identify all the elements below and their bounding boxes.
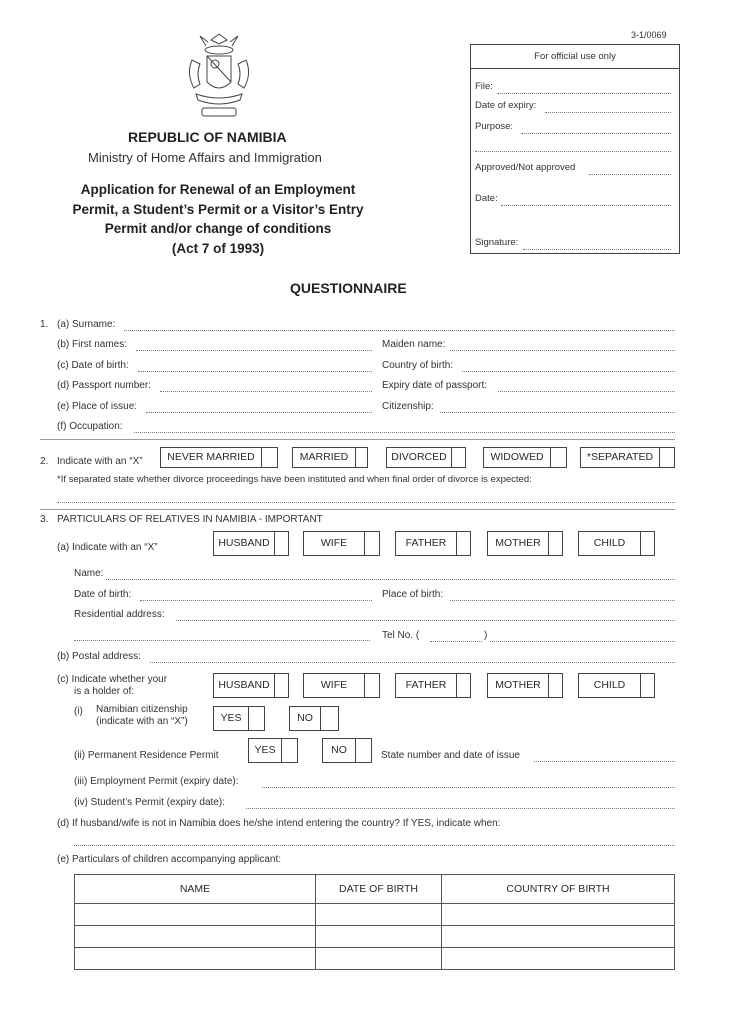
state-number-field[interactable] (534, 761, 675, 762)
occupation-field[interactable] (134, 432, 675, 433)
relative-place-of-birth-label: Place of birth: (382, 589, 444, 600)
column-header-country: COUNTRY OF BIRTH (442, 875, 675, 904)
separated-note-field[interactable] (57, 502, 675, 503)
title-line: Permit, a Student’s Permit or a Visitor’s Entry (72, 201, 364, 217)
official-expiry-label: Date of expiry: (475, 100, 537, 111)
surname-field[interactable] (124, 330, 675, 331)
questionnaire-heading: QUESTIONNAIRE (290, 280, 407, 296)
official-signature-label: Signature: (475, 237, 519, 248)
child-dob-cell[interactable] (316, 926, 442, 948)
student-permit-field[interactable] (246, 808, 675, 809)
child-country-cell[interactable] (442, 904, 675, 926)
tel-code-field[interactable] (430, 641, 482, 642)
official-file-field[interactable] (497, 93, 671, 94)
passport-expiry-label: Expiry date of passport: (382, 380, 488, 391)
table-row (75, 948, 675, 970)
separated-note: *If separated state whether divorce proceedings have been instituted and when final order of divorce is expected: (57, 474, 532, 485)
passport-number-field[interactable] (160, 391, 372, 392)
residence-yes-checkbox[interactable]: YES (248, 738, 298, 763)
checkbox-wife[interactable]: WIFE (303, 531, 380, 556)
holder-checkbox-mother[interactable]: MOTHER (487, 673, 563, 698)
first-names-label: (b) First names: (57, 339, 128, 350)
relative-place-of-birth-field[interactable] (450, 600, 675, 601)
permanent-residence-label: (ii) Permanent Residence Permit (74, 750, 219, 761)
section-3-title: PARTICULARS OF RELATIVES IN NAMIBIA - IMPORTANT (57, 514, 323, 525)
child-country-cell[interactable] (442, 926, 675, 948)
maiden-name-label: Maiden name: (382, 339, 446, 350)
surname-label: (a) Surname: (57, 319, 116, 330)
checkbox-child[interactable]: CHILD (578, 531, 655, 556)
section-3-number: 3. (40, 514, 49, 525)
child-name-cell[interactable] (75, 948, 316, 970)
occupation-label: (f) Occupation: (57, 421, 123, 432)
relative-dob-label: Date of birth: (74, 589, 132, 600)
child-dob-cell[interactable] (316, 948, 442, 970)
citizenship-yes-checkbox[interactable]: YES (213, 706, 265, 731)
checkbox-widowed[interactable]: WIDOWED (483, 447, 567, 468)
citizenship-label: Citizenship: (382, 401, 434, 412)
republic-title: REPUBLIC OF NAMIBIA (128, 129, 287, 145)
student-permit-label: (iv) Student’s Permit (expiry date): (74, 797, 225, 808)
title-line: Application for Renewal of an Employment (80, 182, 356, 197)
place-of-issue-field[interactable] (146, 412, 372, 413)
passport-number-label: (d) Passport number: (57, 380, 151, 391)
child-name-cell[interactable] (75, 926, 316, 948)
title-line: (Act 7 of 1993) (171, 240, 265, 256)
official-purpose-field[interactable] (521, 133, 671, 134)
title-line: Permit and/or change of conditions (104, 221, 332, 236)
section-2-number: 2. (40, 456, 49, 467)
namibian-citizenship-label: Namibian citizenship (96, 704, 188, 715)
marital-instruction: Indicate with an “X” (57, 456, 143, 467)
coat-of-arms-icon (178, 30, 260, 122)
tel-label: Tel No. ( (382, 630, 420, 641)
place-of-issue-label: (e) Place of issue: (57, 401, 138, 412)
spouse-entry-question: (d) If husband/wife is not in Namibia does he/she intend entering the country? If YES, indicate when: (57, 818, 501, 829)
dob-field[interactable] (138, 371, 372, 372)
spouse-entry-field[interactable] (74, 845, 675, 846)
first-names-field[interactable] (136, 350, 372, 351)
citizenship-no-checkbox[interactable]: NO (289, 706, 339, 731)
relative-dob-field[interactable] (140, 600, 372, 601)
postal-address-field[interactable] (150, 662, 675, 663)
column-header-name: NAME (75, 875, 316, 904)
application-title (40, 180, 396, 258)
table-row (75, 904, 675, 926)
checkbox-never-married[interactable]: NEVER MARRIED (160, 447, 278, 468)
tel-number-field[interactable] (490, 641, 675, 642)
relative-instruction: (a) Indicate with an “X” (57, 542, 158, 553)
residential-address-field[interactable] (176, 620, 675, 621)
relative-name-field[interactable] (106, 579, 675, 580)
citizenship-item-number: (i) (74, 706, 83, 717)
column-header-dob: DATE OF BIRTH (316, 875, 442, 904)
checkbox-separated[interactable]: *SEPARATED (580, 447, 675, 468)
ministry-title: Ministry of Home Affairs and Immigration (88, 150, 322, 165)
section-divider (40, 509, 675, 510)
official-approved-field[interactable] (589, 174, 671, 175)
checkbox-married[interactable]: MARRIED (292, 447, 368, 468)
checkbox-husband[interactable]: HUSBAND (213, 531, 289, 556)
official-file-label: File: (475, 81, 493, 92)
official-date-field[interactable] (501, 205, 671, 206)
checkbox-father[interactable]: FATHER (395, 531, 471, 556)
checkbox-mother[interactable]: MOTHER (487, 531, 563, 556)
official-date-label: Date: (475, 193, 498, 204)
child-country-cell[interactable] (442, 948, 675, 970)
child-dob-cell[interactable] (316, 904, 442, 926)
holder-checkbox-husband[interactable]: HUSBAND (213, 673, 289, 698)
holder-checkbox-child[interactable]: CHILD (578, 673, 655, 698)
holder-checkbox-father[interactable]: FATHER (395, 673, 471, 698)
holder-checkbox-wife[interactable]: WIFE (303, 673, 380, 698)
country-of-birth-label: Country of birth: (382, 360, 454, 371)
namibian-citizenship-hint: (indicate with an “X”) (96, 716, 188, 727)
official-purpose-label: Purpose: (475, 121, 514, 132)
table-row (75, 926, 675, 948)
holder-label-line-2: is a holder of: (74, 686, 135, 697)
employment-permit-label: (iii) Employment Permit (expiry date): (74, 776, 239, 787)
holder-label-line-1: (c) Indicate whether your (57, 674, 168, 685)
form-code: 3-1/0069 (631, 30, 667, 40)
country-of-birth-field[interactable] (462, 371, 675, 372)
dob-label: (c) Date of birth: (57, 360, 129, 371)
checkbox-divorced[interactable]: DIVORCED (386, 447, 466, 468)
official-use-title: For official use only (534, 51, 616, 62)
relative-name-label: Name: (74, 568, 104, 579)
passport-expiry-field[interactable] (498, 391, 675, 392)
section-1-number: 1. (40, 319, 49, 330)
postal-address-label: (b) Postal address: (57, 651, 141, 662)
residential-address-field-2[interactable] (74, 640, 370, 641)
maiden-name-field[interactable] (450, 350, 675, 351)
child-name-cell[interactable] (75, 904, 316, 926)
children-table (74, 874, 675, 970)
children-particulars-label: (e) Particulars of children accompanying applicant: (57, 854, 281, 865)
official-use-box (470, 44, 680, 254)
citizenship-field[interactable] (440, 412, 675, 413)
official-expiry-field[interactable] (545, 112, 671, 113)
employment-permit-field[interactable] (262, 787, 675, 788)
residential-address-label: Residential address: (74, 609, 165, 620)
official-approved-label: Approved/Not approved (475, 162, 576, 173)
official-signature-field[interactable] (523, 249, 671, 250)
state-number-label: State number and date of issue (381, 750, 520, 761)
tel-close: ) (484, 630, 488, 641)
section-divider (40, 439, 675, 440)
residence-no-checkbox[interactable]: NO (322, 738, 372, 763)
